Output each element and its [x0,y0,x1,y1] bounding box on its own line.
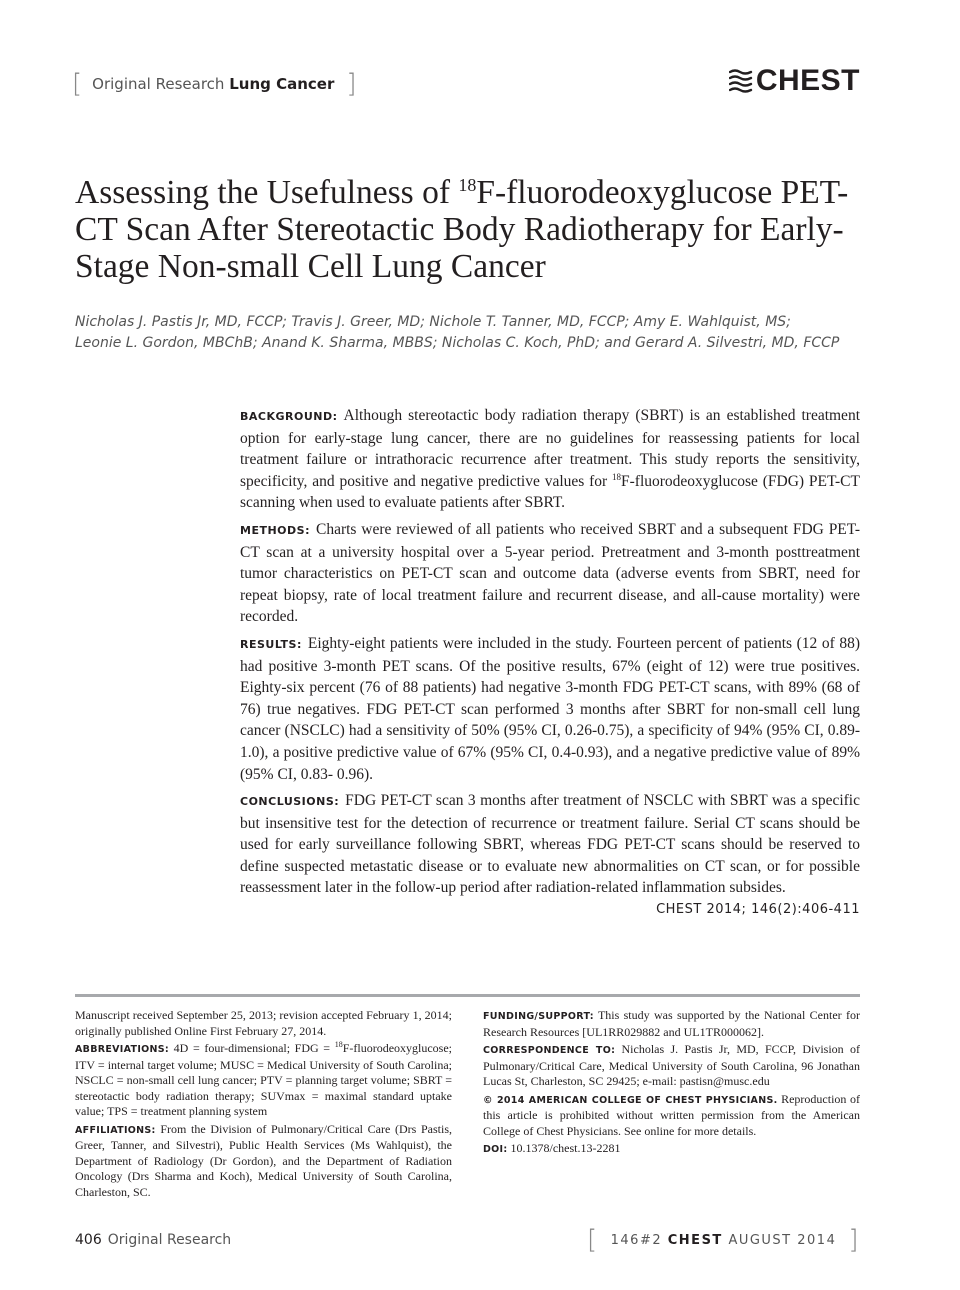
abbreviations-text-b: F-fluorodeoxyglucose; ITV = internal target volume; MUSC = Medical University of South Carolina; NSCLC = non-small cell lung cancer; PTV = planning target volume; SBRT = stereotactic body radiation therapy; SUVmax = maximal standard uptake value; TPS = treatment planning system [75,1041,453,1118]
issue-text [611,1233,837,1248]
author-line-2: Leonie L. Gordon, MBChB; Anand K. Sharma, MBBS; Nicholas C. Koch, PhD; and Gerard A. Silvestri, MD, FCCP [75,335,840,351]
footnotes-right [483,1008,860,1160]
title-part1: Assessing the Usefulness of [75,174,459,211]
doi-text: 10.1378/chest.13-2281 [510,1141,621,1155]
section-tag [72,70,357,98]
abstract-results [240,633,860,785]
manuscript-dates: Manuscript received September 25, 2013; revision accepted February 1, 2014; originally published Online First February 27, 2014. [75,1008,452,1038]
conclusions-text: FDG PET-CT scan 3 months after treatment of NSCLC with SBRT was a specific but insensitive test for the detection of recurrence or treatment failure. Serial CT scans should be used for early surveillance following SBRT, whereas FDG PET-CT scans should be reserved to define suspected metastatic disease or to evaluate new abnormalities on CT scan, or for possible reassessment later in the follow-up period after radiation-related inflammation subsides. [240,792,860,897]
methods-text: Charts were reviewed of all patients who received SBRT and a subsequent FDG PET-CT scan at a university hospital over a 5-year period. Pretreatment and 3-month posttreatment tumor characteristics on PET-CT scan and outcome data (adverse events from SBRT, need for repeat biopsy, rate of local treatment failure and recurrent disease, and all-cause mortality) were recorded. [240,520,860,626]
doi [483,1141,860,1158]
footnotes-left [75,1008,452,1202]
volume-issue: 146#2 [610,1232,663,1248]
abbreviations-label: ABBREVIATIONS: [75,1044,170,1055]
abbreviations [75,1041,452,1120]
correspondence [483,1042,860,1090]
doi-label: DOI: [483,1144,508,1155]
affiliations-label: AFFILIATIONS: [75,1124,156,1136]
right-bracket: ] [346,69,357,99]
funding-text: This study was supported by the National Center for Research Resources [UL1RR029882 and UL1TR000062]. [483,1008,860,1039]
abstract-conclusions [240,790,860,918]
journal-name: CHEST [667,1232,723,1248]
copyright [483,1092,860,1140]
funding-label: FUNDING/SUPPORT: [483,1011,594,1022]
chest-logo [729,64,860,98]
background-text-b: F-fluorodeoxyglucose (FDG) PET-CT scanning when used to evaluate patients after SBRT. [240,472,860,512]
section-tag-text [92,75,334,93]
author-line-1: Nicholas J. Pastis Jr, MD, FCCP; Travis J. Greer, MD; Nichole T. Tanner, MD, FCCP; Amy E. Wahlquist, MS; [75,314,791,330]
background-superscript: 18 [612,471,622,482]
copyright-text: Reproduction of this article is prohibited without written permission from the American College of Chest Physicians. See online for more details. [483,1091,860,1138]
background-text-a: Although stereotactic body radiation therapy (SBRT) is an established treatment option for early-stage lung cancer, there are no guidelines for reassessing patients for local treatment failure or intrathoracic recurrence after treatment. This study reports the sensitivity, specificity, and positive and negative predictive values for [240,407,860,490]
title-part2: F-fluorodeoxyglucose PET-CT Scan After Stereotactic Body Radiotherapy for Early-Stage Non-small Cell Lung Cancer [75,174,849,285]
author-list [75,312,875,354]
correspondence-label: CORRESPONDENCE TO: [483,1045,616,1056]
abstract-methods [240,519,860,628]
affiliations [75,1122,452,1201]
chest-logo-text: CHEST [755,64,860,97]
footer-right-bracket: ] [848,1225,860,1255]
section-label: Original Research [92,75,225,93]
article-title [75,174,875,285]
title-superscript: 18 [458,175,477,195]
abbreviations-superscript: 18 [334,1040,343,1049]
footer-left-bracket: [ [586,1225,599,1255]
affiliations-text: From the Division of Pulmonary/Critical Care (Drs Pastis, Greer, Tanner, and Silvestri), Public Health Services (Ms Wahlquist), the Department of Radiology (Dr Gordon), and the Department of Radiation Oncology (Drs Sharma and Koch), Medical University of South Carolina, Charleston, SC. [75,1121,452,1199]
funding [483,1008,860,1040]
abbreviations-text-a: 4D = four-dimensional; FDG = [173,1041,335,1055]
topic-label: Lung Cancer [229,75,335,93]
chest-logo-icon [729,69,753,93]
footnote-divider [75,994,860,997]
abstract [240,405,860,921]
results-text: Eighty-eight patients were included in the study. Fourteen percent of patients (12 of 88) had positive 3-month PET scans. Of the positive results, 67% (eight of 12) were true positives. Eighty-six percent (76 of 88 patients) had negative 3-month FDG PET-CT scans, with 89% (68 of 76) true negatives. FDG PET-CT scan performed 3 months after SBRT for non-small cell lung cancer (NSCLC) had a sensitivity of 50% (95% CI, 0.26-0.75), a specificity of 94% (95% CI, 0.89-1.0), a positive predictive value of 67% (95% CI, 0.4-0.93), and a negative predictive value of 89% (95% CI, 0.83- 0.96). [240,634,860,783]
page-number: 406 [75,1232,102,1248]
issue-info [586,1225,860,1255]
correspondence-text: Nicholas J. Pastis Jr, MD, FCCP, Division of Pulmonary/Critical Care, Medical University of South Carolina, 96 Jonathan Lucas St, Charleston, SC 29425; e-mail: pastisn@musc.edu [483,1042,861,1088]
conclusions-label: CONCLUSIONS: [240,795,340,809]
left-bracket: [ [72,69,83,99]
background-label: BACKGROUND: [240,410,338,423]
copyright-label: © 2014 AMERICAN COLLEGE OF CHEST PHYSICIANS. [483,1094,778,1106]
footer-section: Original Research [107,1232,232,1248]
page-footer-left [75,1232,231,1248]
citation: CHEST 2014; 146(2):406-411 [656,902,860,918]
results-label: RESULTS: [240,637,302,651]
abstract-background [240,405,860,514]
methods-label: METHODS: [240,523,310,537]
issue-date: AUGUST 2014 [728,1232,837,1248]
